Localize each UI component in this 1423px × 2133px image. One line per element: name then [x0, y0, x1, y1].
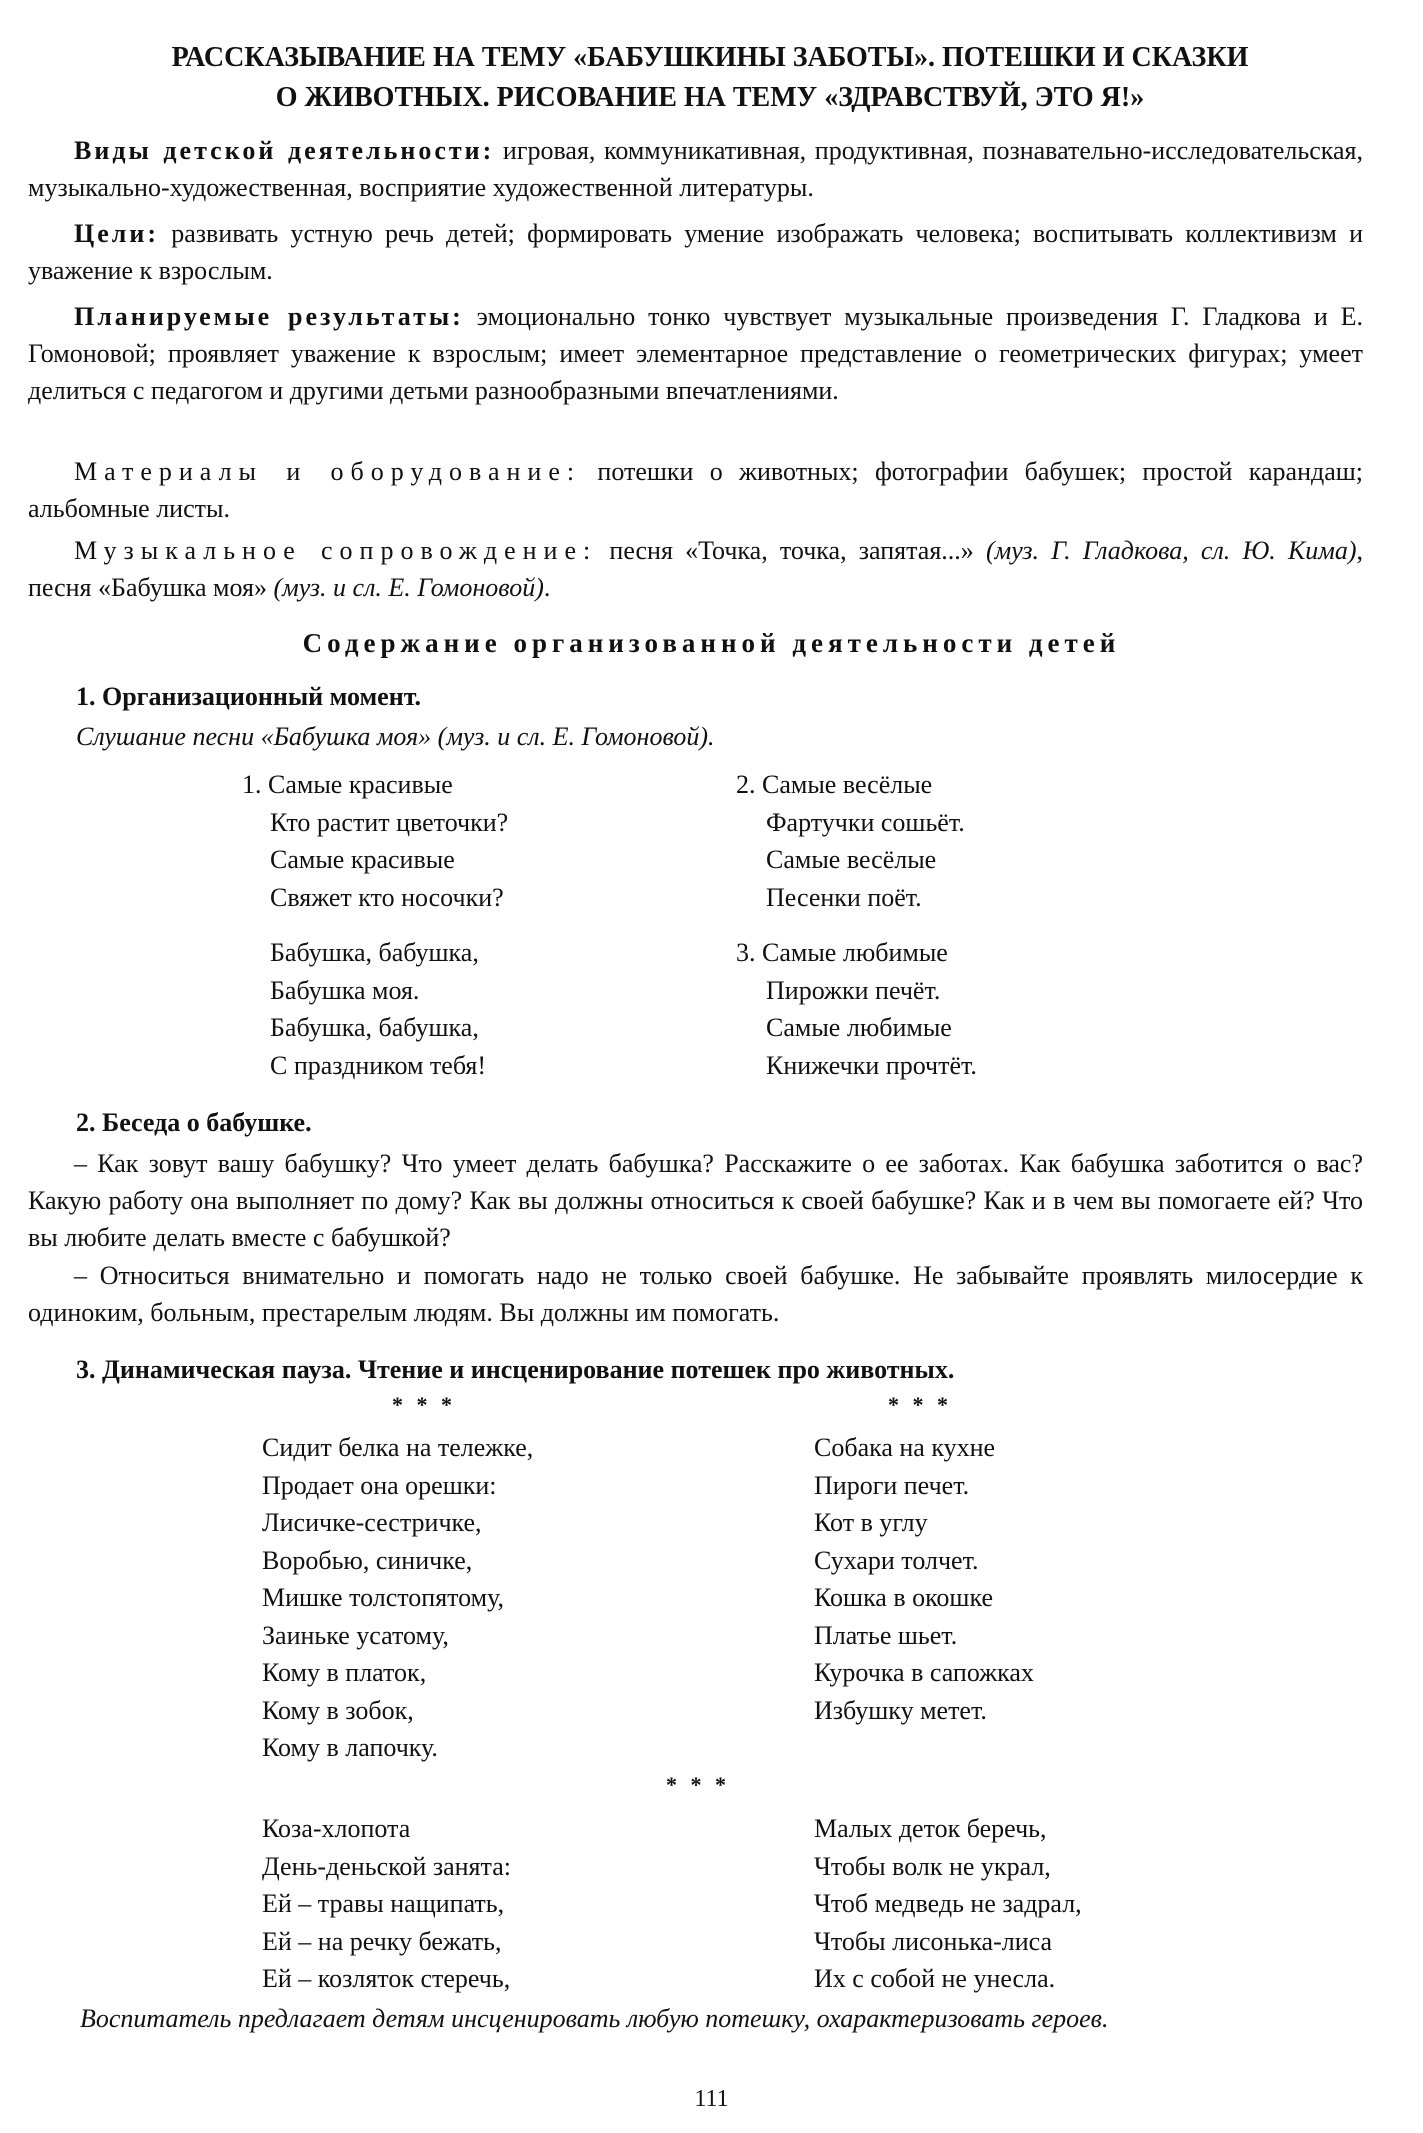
section-1-heading: 1. Организационный момент.	[76, 682, 422, 711]
closing-instruction: Воспитатель предлагает детям инсценировать любую потешку, охарактеризовать героев.	[80, 2004, 1109, 2033]
goals-label: Цели:	[74, 219, 159, 248]
activities-text: игровая, коммуникативная, продуктивная, познавательно-исследовательская, музыкально-художественная, восприятие художественной литературы.	[28, 136, 1363, 202]
results-paragraph	[28, 298, 1363, 409]
verse-line: Пирожки печёт.	[766, 975, 941, 1005]
activities-label: Виды детской деятельности:	[74, 136, 495, 165]
verse-line: С праздником тебя!	[270, 1050, 487, 1080]
poem-line: Ей – козляток стеречь,	[262, 1964, 511, 1993]
poem-line: Чтобы волк не украл,	[814, 1851, 1051, 1881]
poem-dog	[814, 1429, 1034, 1729]
poem-line: Сидит белка на тележке,	[262, 1433, 534, 1462]
verse-line: Бабушка, бабушка,	[270, 938, 479, 967]
poem-line: Кому в платок,	[262, 1658, 427, 1687]
verse-line: Бабушка моя.	[270, 975, 420, 1005]
verse-line: 2. Самые весёлые	[736, 770, 933, 799]
verse-line: Самые красивые	[270, 845, 455, 874]
poem-line: Платье шьет.	[814, 1620, 958, 1650]
poem-line: Ей – травы нащипать,	[262, 1889, 505, 1918]
poem-line: Их с собой не унесла.	[814, 1964, 1056, 1993]
results-text: эмоционально тонко чувствует музыкальные произведения Г. Гладкова и Е. Гомоновой; проявляет уважение к взрослым; имеет элементарное представление о геометрических фигурах; умеет делиться с педагогом и другими детьми разнообразными впечатлениями.	[28, 302, 1363, 405]
poem-line: Избушку метет.	[814, 1695, 987, 1725]
poem-line: Заиньке усатому,	[262, 1620, 449, 1650]
verse-line: Самые весёлые	[766, 845, 937, 874]
materials-text: потешки о животных; фотографии бабушек; простой карандаш; альбомные листы.	[28, 457, 1363, 523]
poem-line: Кот в углу	[814, 1508, 928, 1537]
poem-line: Лисичке-сестричке,	[262, 1508, 482, 1537]
verse-line: Самые любимые	[766, 1013, 952, 1042]
title-line-2: О ЖИВОТНЫХ. РИСОВАНИЕ НА ТЕМУ «ЗДРАВСТВУЙ, ЭТО Я!»	[275, 82, 1145, 113]
section-1-note: Слушание песни «Бабушка моя» (муз. и сл. Е. Гомоновой).	[76, 722, 715, 751]
poem-line: Кошка в окошке	[814, 1583, 993, 1612]
music-paragraph	[28, 532, 1363, 606]
verse-line: Песенки поёт.	[766, 882, 922, 912]
separator-stars: * * *	[666, 1772, 730, 1797]
verse-line: Кто растит цветочки?	[270, 807, 509, 837]
poem-line: Коза-хлопота	[262, 1814, 411, 1843]
poem-squirrel	[262, 1429, 533, 1767]
verse-line: Книжечки прочтёт.	[766, 1050, 977, 1080]
poem-line: Кому в лапочку.	[262, 1733, 438, 1762]
poem-line: Сухари толчет.	[814, 1545, 979, 1575]
goals-paragraph	[28, 215, 1363, 289]
poem-line: День-деньской занята:	[262, 1851, 511, 1881]
music-credit-1: (муз. Г. Гладкова, сл. Ю. Кима)	[985, 536, 1357, 565]
separator-stars: * * *	[392, 1392, 456, 1417]
poem-line: Чтоб медведь не задрал,	[814, 1889, 1082, 1918]
content-heading: Содержание организованной деятельности детей	[302, 628, 1121, 658]
materials-paragraph	[28, 453, 1363, 527]
song-chorus	[270, 934, 486, 1084]
materials-label: Материалы и оборудование:	[74, 457, 582, 486]
poem-line: Ей – на речку бежать,	[262, 1926, 502, 1956]
section-2-paragraph-1: – Как зовут вашу бабушку? Что умеет делать бабушка? Расскажите о ее заботах. Как бабушка заботится о вас? Какую работу она выполняет по дому? Как вы должны относиться к своей бабушке? Как и в чем вы помогаете ей? Что вы любите делать вместе с бабушкой?	[28, 1149, 1363, 1252]
section-2-paragraph-2: – Относиться внимательно и помогать надо не только своей бабушке. Не забывайте проявлять милосердие к одиноким, больным, престарелым людям. Вы должны им помогать.	[28, 1261, 1363, 1327]
poem-line: Чтобы лисонька-лиса	[814, 1926, 1053, 1956]
poem-goat-part-2	[814, 1810, 1082, 1998]
verse-line: 3. Самые любимые	[736, 938, 948, 967]
verse-line: Фартучки сошьёт.	[766, 807, 965, 837]
page-number: 111	[694, 2086, 729, 2112]
poem-line: Продает она орешки:	[262, 1470, 497, 1500]
verse-line: Бабушка, бабушка,	[270, 1013, 479, 1042]
music-credit-2: (муз. и сл. Е. Гомоновой)	[273, 573, 544, 602]
title-line-1: РАССКАЗЫВАНИЕ НА ТЕМУ «БАБУШКИНЫ ЗАБОТЫ». ПОТЕШКИ И СКАЗКИ	[171, 42, 1249, 73]
activities-paragraph	[28, 132, 1363, 206]
goals-text: развивать устную речь детей; формировать умение изображать человека; воспитывать коллективизм и уважение к взрослым.	[28, 219, 1363, 285]
poem-line: Пироги печет.	[814, 1470, 970, 1500]
verse-line: Свяжет кто носочки?	[270, 882, 504, 912]
separator-stars: * * *	[888, 1392, 952, 1417]
section-2-heading: 2. Беседа о бабушке.	[76, 1108, 312, 1137]
poem-line: Воробью, синичке,	[262, 1545, 473, 1575]
poem-line: Курочка в сапожках	[814, 1658, 1034, 1687]
song-verse-3	[736, 934, 977, 1084]
song-verse-2	[736, 766, 965, 916]
verse-line: 1. Самые красивые	[242, 770, 453, 799]
poem-line: Кому в зобок,	[262, 1695, 414, 1725]
section-3-heading: 3. Динамическая пауза. Чтение и инсценирование потешек про животных.	[76, 1355, 955, 1384]
poem-line: Малых деток беречь,	[814, 1814, 1047, 1843]
music-text-3: .	[543, 573, 551, 602]
poem-line: Собака на кухне	[814, 1433, 996, 1462]
music-text-1: песня «Точка, точка, запятая...»	[597, 536, 986, 565]
song-verse-1	[242, 766, 508, 916]
music-label: Музыкальное сопровождение:	[74, 536, 598, 565]
results-label: Планируемые результаты:	[74, 302, 464, 331]
poem-line: Мишке толстопятому,	[262, 1583, 505, 1612]
poem-goat-part-1	[262, 1810, 511, 1998]
music-text-2: , песня «Бабушка моя»	[28, 536, 1364, 602]
